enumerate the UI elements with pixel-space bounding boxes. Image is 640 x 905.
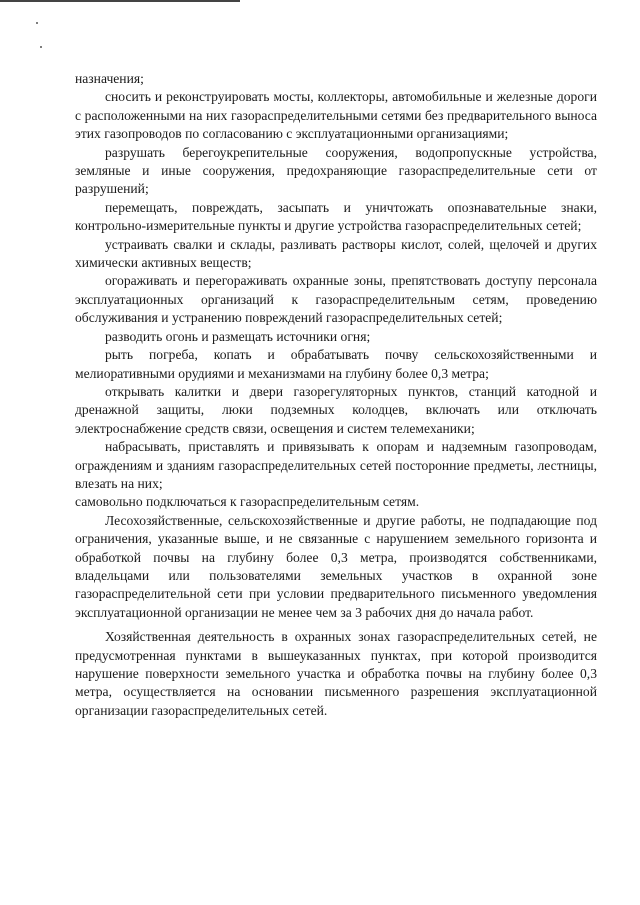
paragraph: открывать калитки и двери газорегуляторных пунктов, станций катодной и дренажной защиты, люки подземных колодцев, включать или отключать электроснабжение средств связи, освещения и систем телемеханики; xyxy=(75,383,597,436)
paragraph: самовольно подключаться к газораспределительным сетям. xyxy=(75,494,420,510)
scan-speck xyxy=(36,22,38,24)
paragraph: сносить и реконструировать мосты, коллекторы, автомобильные и железные дороги с расположенными на них газораспределительными сетями без предварительного выноса этих газопроводов по согласованию с эксплуатационными организациями; xyxy=(75,89,597,142)
paragraph: набрасывать, приставлять и привязывать к опорам и надземным газопроводам, ограждениям и зданиям газораспределительных сетей посторонние предметы, лестницы, влезать на них; xyxy=(75,439,597,491)
paragraph: разрушать берегоукрепительные сооружения, водопропускные устройства, земляные и иные сооружения, предохраняющие газораспределительные сети от разрушений; xyxy=(75,144,597,197)
paragraph: рыть погреба, копать и обрабатывать почву сельскохозяйственными и мелиоративными орудиями и механизмами на глубину более 0,3 метра; xyxy=(75,347,597,381)
document-body xyxy=(75,70,597,720)
paragraph: назначения; xyxy=(75,71,144,86)
paragraph: Лесохозяйственные, сельскохозяйственные и другие работы, не подпадающие под ограничения, указанные выше, и не связанные с нарушением земельного горизонта и обработкой почвы на глубину более 0,3 метра, производятся собственниками, владельцами или пользователями земельных участков в охранной зоне газораспределительной сети при условии предварительного письменного уведомления эксплуатационной организации не менее чем за 3 рабочих дня до начала работ. xyxy=(75,512,597,620)
paragraph: разводить огонь и размещать источники огня; xyxy=(105,328,371,344)
paragraph: перемещать, повреждать, засыпать и уничтожать опознавательные знаки, контрольно-измерительные пункты и другие устройства газораспределительных сетей; xyxy=(75,199,597,234)
paragraph: огораживать и перегораживать охранные зоны, препятствовать доступу персонала эксплуатационных организаций к газораспределительным сетям, проведению обслуживания и устранению повреждений газораспределительных сетей; xyxy=(75,273,597,326)
scan-edge-line xyxy=(0,0,240,2)
paragraph: устраивать свалки и склады, разливать растворы кислот, солей, щелочей и других химически активных веществ; xyxy=(75,236,597,271)
scan-speck xyxy=(40,46,42,48)
paragraph: Хозяйственная деятельность в охранных зонах газораспределительных сетей, не предусмотренная пунктами в вышеуказанных пунктах, при которой производится нарушение поверхности земельного участка и обработка почвы на глубину более 0,3 метра, осуществляется на основании письменного разрешения эксплуатационной организации газораспределительных сетей. xyxy=(75,629,597,718)
